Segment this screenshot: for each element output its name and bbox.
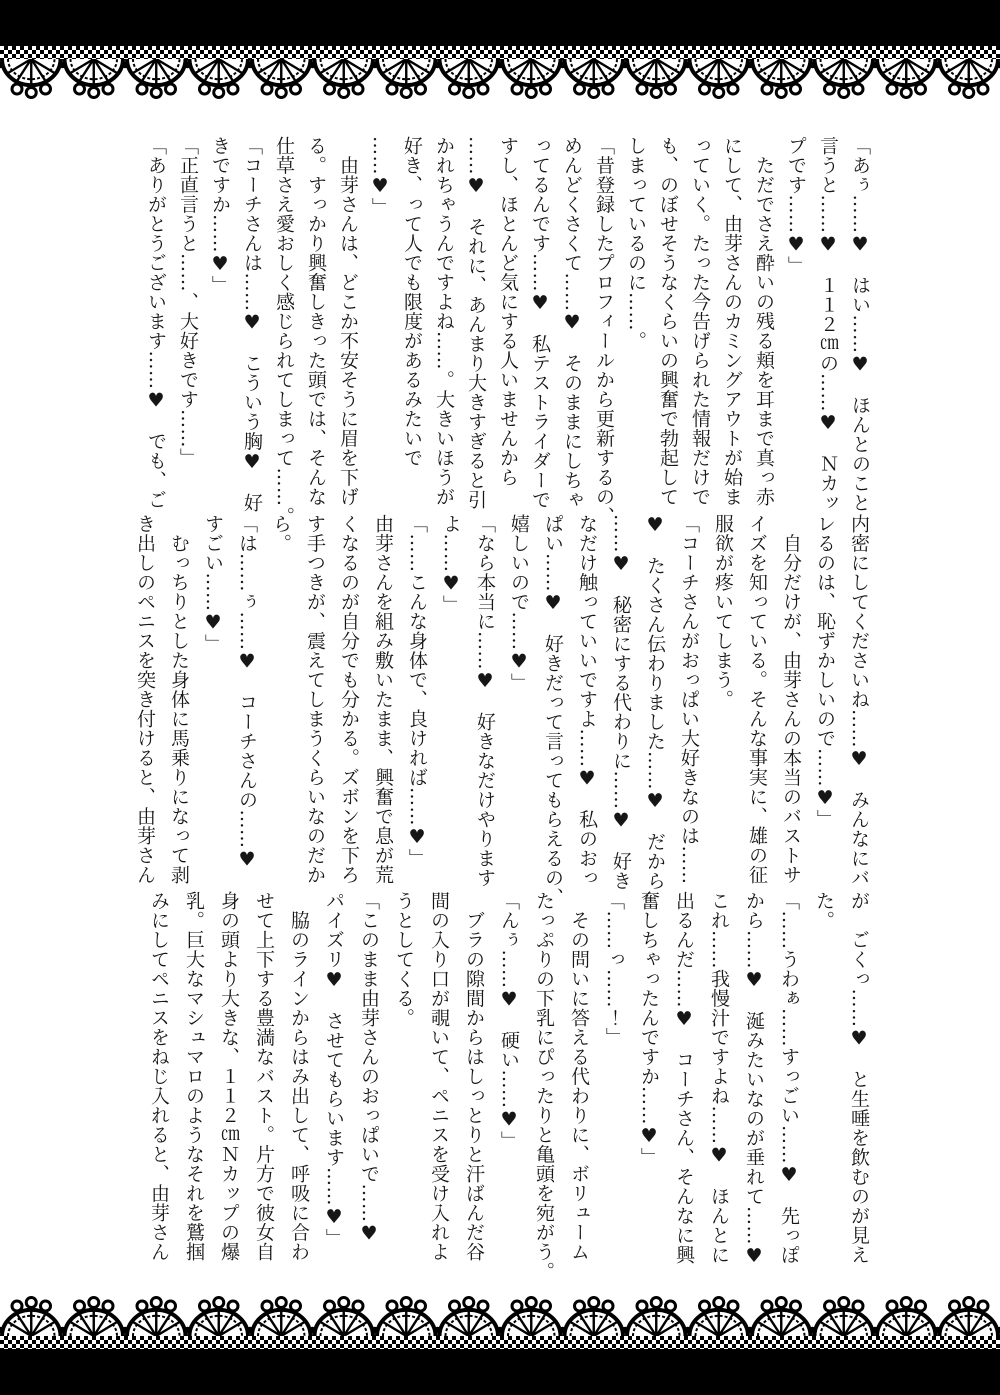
text-block-bottom (141, 891, 876, 1281)
top-lace-scallops-icon (0, 59, 1000, 99)
text-line: 「あぅ……♥ はい……♥ ほんとのこと (849, 136, 871, 513)
bottom-black-band (0, 1349, 1000, 1395)
text-line: る。すっかり興奮しきった頭では、そんな (305, 136, 327, 507)
text-block-middle (128, 514, 876, 907)
text-line: 出るんだ……♥ コーチさん、そんなに興 (673, 891, 695, 1265)
text-line: むっちりとした身体に馬乗りになって剥 (168, 514, 190, 885)
text-line: ブラの隙間からはしっとりと汗ばんだ谷 (463, 891, 485, 1262)
text-line: き出しのペニスを突き付けると、由芽さん (134, 514, 156, 885)
top-mesh-band (0, 46, 1000, 59)
text-line: 由芽さんは、どこか不安そうに眉を下げ (337, 136, 359, 507)
text-line: 乳。巨大なマシュマロのようなそれを鷲掴 (183, 891, 205, 1262)
text-line: めんどくさくて……♥ そのままにしちゃ (561, 136, 583, 510)
text-line: 「……こんな身体で、良ければ……♥」 (406, 514, 428, 868)
text-line: パイズリ♥ させてもらいます……♥」 (323, 891, 345, 1248)
text-line: みにしてペニスをねじ入れると、由芽さん (148, 891, 170, 1262)
text-line: これ……我慢汁ですよね……♥ ほんとに (708, 891, 730, 1265)
text-line: 奮しちゃったんですか……♥」 (638, 891, 660, 1167)
text-line: ……♥」 (369, 136, 391, 217)
text-line: ……♥ それに、あんまり大きすぎると引 (465, 136, 487, 510)
text-line: その問いに答える代わりに、ボリューム (568, 891, 590, 1262)
text-line: ら。 (270, 514, 292, 553)
bottom-lace-scallops-icon (0, 1296, 1000, 1336)
text-line: 自分だけが、由芽さんの本当のバストサ (780, 514, 802, 885)
text-line: た。 (813, 891, 835, 930)
text-line: ぱい……♥ 好きだって言ってもらえるの、 (542, 514, 564, 907)
text-line: イズを知っている。そんな事実に、雄の征 (746, 514, 768, 885)
text-line: 嬉しいので……♥」 (508, 514, 530, 693)
text-line: 服欲が疼いてしまう。 (712, 514, 734, 709)
text-line: よ……♥」 (440, 514, 462, 615)
text-line: す手つきが、震えてしまうくらいなのだか (304, 514, 326, 885)
text-block-top (140, 136, 876, 526)
text-line: 「ありがとうございます……♥ でも、ご (145, 136, 167, 510)
text-line: しまっているのに……。 (625, 136, 647, 351)
text-line: きですか……♥」 (209, 136, 231, 295)
text-line: せて上下する豊満なバスト。片方で彼女自 (253, 891, 275, 1262)
text-line: くなるのが自分でも分かる。ズボンを下ろ (338, 514, 360, 885)
text-line: 内密にしてくださいね……♥ みんなにバ (848, 514, 870, 888)
text-line: が ごくっ……♥ と生唾を飲むのが見え (848, 891, 870, 1265)
top-black-band (0, 0, 1000, 46)
text-line: 「コーチさんは……♥ こういう胸♥ 好 (241, 136, 263, 513)
text-line: すし、ほとんど気にする人いませんから (497, 136, 519, 487)
text-line: 「……っ……！」 (603, 891, 625, 1047)
text-line: 「んぅ……♥ 硬い……♥」 (498, 891, 520, 1151)
text-line: たっぷりの下乳にぴったりと亀頭を宛がう。 (533, 891, 555, 1281)
text-line: から……♥ 涎みたいなのが垂れて……♥ (743, 891, 765, 1268)
bottom-mesh-band (0, 1336, 1000, 1349)
text-line: なだけ触っていいですよ……♥ 私のおっ (576, 514, 598, 888)
text-line: 「このまま由芽さんのおっぱいで……♥ (358, 891, 380, 1245)
text-line: にして、由芽さんのカミングアウトが始ま (721, 136, 743, 507)
lace-border-top (0, 0, 1000, 99)
text-line: 仕草さえ愛おしく感じられてしまって……。 (273, 136, 295, 526)
text-line: 「昔登録したプロフィールから更新するの、 (593, 136, 615, 526)
text-line: 「コーチさんがおっぱい大好きなのは…… (678, 514, 700, 885)
text-line: 脇のラインからはみ出して、呼吸に合わ (288, 891, 310, 1262)
text-line: うとしてくる。 (393, 891, 415, 1028)
text-line: 間の入り口が覗いて、ペニスを受け入れよ (428, 891, 450, 1262)
text-line: 「は……ぅ……♥ コーチさんの……♥ (236, 514, 258, 871)
text-line: ……♥ 秘密にする代わりに……♥ 好き (610, 514, 632, 891)
text-line: 由芽さんを組み敷いたまま、興奮で息が荒 (372, 514, 394, 885)
text-line: 好き、って人でも限度があるみたいで (401, 136, 423, 468)
text-line: 「なら本当に……♥ 好きなだけやります (474, 514, 496, 888)
text-line: かれちゃうんですよね……。大きいほうが (433, 136, 455, 507)
text-line: も、のぼせそうなくらいの興奮で勃起して (657, 136, 679, 507)
text-line: ただでさえ酔いの残る頬を耳まで真っ赤 (753, 136, 775, 507)
text-line: プです……♥」 (785, 136, 807, 276)
text-line: すごい……♥」 (202, 514, 224, 654)
text-line: ってるんです……♥ 私テストライダーで (529, 136, 551, 510)
text-line: レるのは、恥ずかしいので……♥」 (814, 514, 836, 829)
text-line: ♥ たくさん伝わりました……♥ だから (644, 514, 666, 891)
text-line: 「正直言うと……、大好きです……」 (177, 136, 199, 468)
text-line: 「……うわぁ……すっごい……♥ 先っぽ (778, 891, 800, 1265)
lace-border-bottom (0, 1296, 1000, 1395)
text-line: っていく。たった今告げられた情報だけで (689, 136, 711, 507)
text-line: 言うと……♥ １１２㎝の……♥ Ｎカッ (817, 136, 839, 513)
text-line: 身の頭より大きな、１１２㎝Ｎカップの爆 (218, 891, 240, 1262)
